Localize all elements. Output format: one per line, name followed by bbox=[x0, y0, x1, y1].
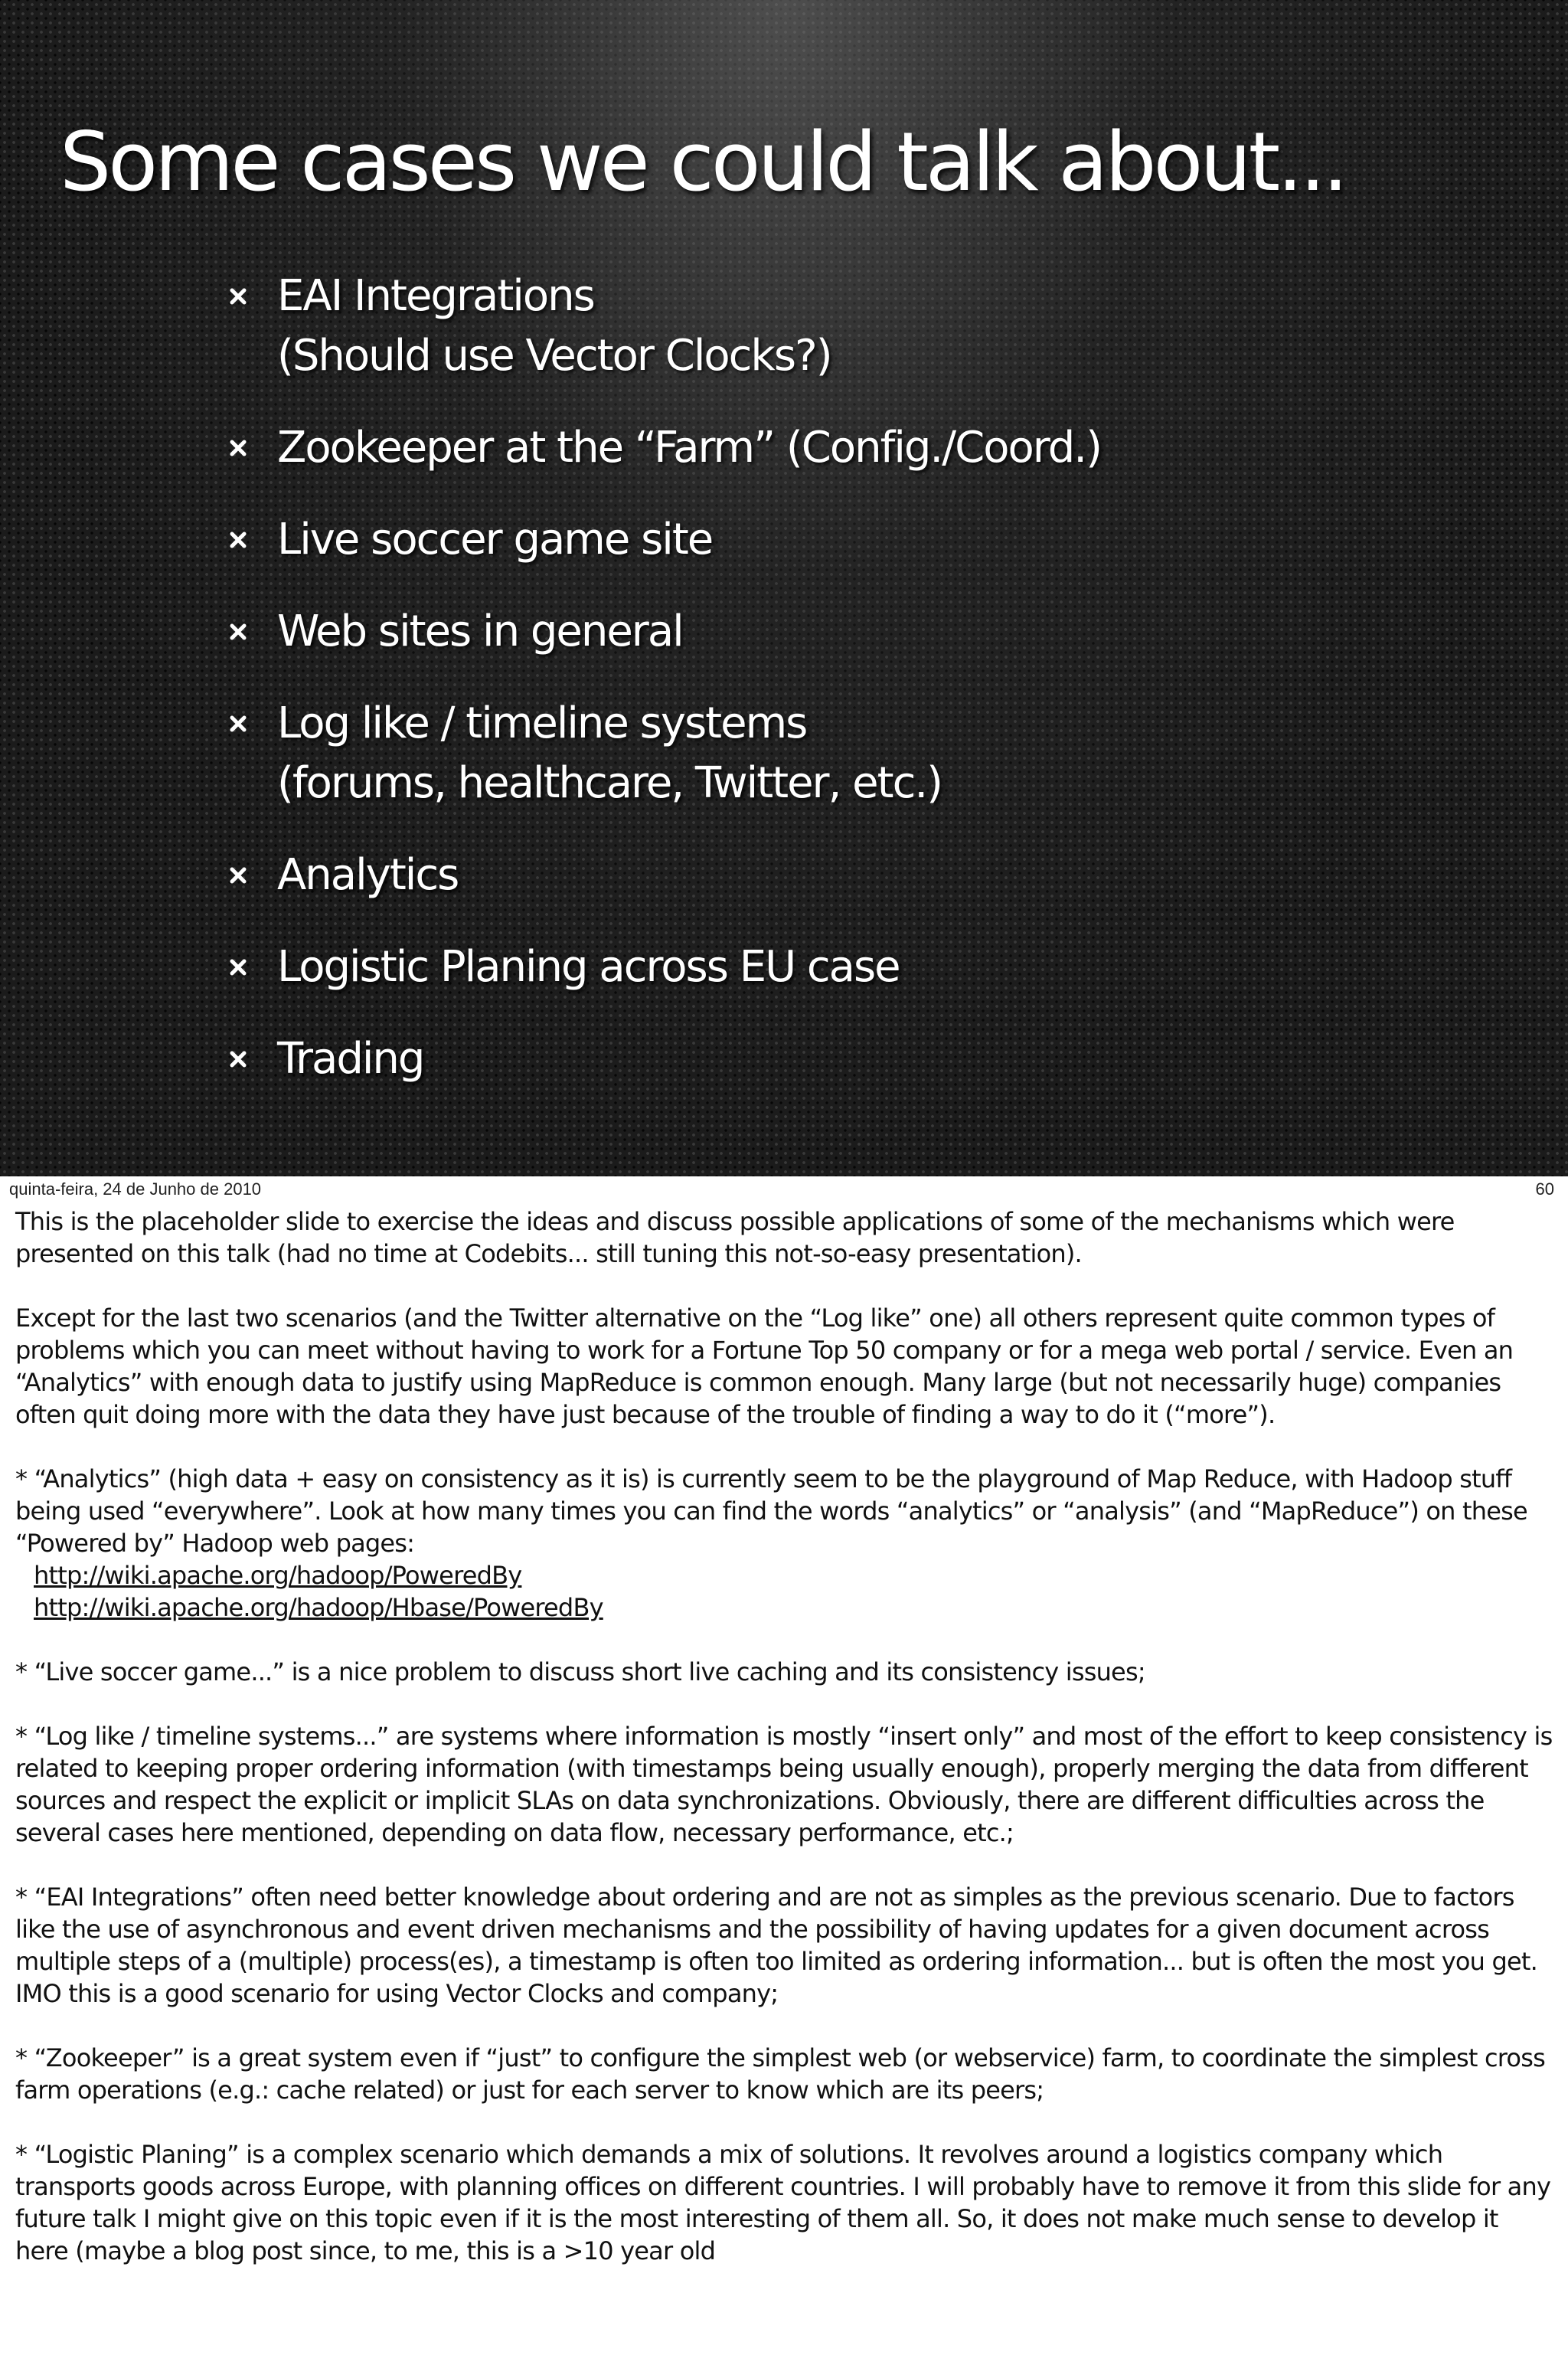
bullet-line: Web sites in general bbox=[277, 607, 683, 656]
link-line bbox=[15, 1559, 1554, 1591]
bullet-item bbox=[230, 510, 1531, 570]
bullet-line: Live soccer game site bbox=[277, 515, 713, 564]
slide bbox=[0, 0, 1568, 1176]
x-bullet-icon bbox=[230, 867, 247, 884]
notes-paragraph: * “Live soccer game...” is a nice problem to discuss short live caching and its consistency issues; bbox=[15, 1657, 1145, 1686]
notes-paragraph: * “Log like / timeline systems...” are systems where information is mostly “insert only” and most of the effort to keep consistency is related to keeping proper ordering information (with timestamps being usually enough), properly merging the data from different sources and respect the explicit or implicit SLAs on data synchronizations. Obviously, there are different difficulties across the several cases here mentioned, depending on data flow, necessary performance, etc.; bbox=[15, 1722, 1553, 1847]
bullet-item bbox=[230, 602, 1531, 662]
x-bullet-icon bbox=[230, 623, 247, 640]
notes-paragraph: * “Zookeeper” is a great system even if “just” to configure the simplest web (or webservice) farm, to coordinate the simplest cross farm operations (e.g.: cache related) or just for each server to know which are its peers; bbox=[15, 2043, 1545, 2105]
x-bullet-icon bbox=[230, 532, 247, 548]
bullet-line: EAI Integrations bbox=[277, 271, 594, 321]
bullet-line: (forums, healthcare, Twitter, etc.) bbox=[277, 758, 942, 808]
bullet-item bbox=[230, 937, 1531, 997]
bullet-line: Log like / timeline systems bbox=[277, 698, 807, 748]
hadoop-poweredby-link[interactable]: http://wiki.apache.org/hadoop/PoweredBy bbox=[34, 1561, 522, 1590]
bullet-item bbox=[230, 694, 1531, 813]
page-number: 60 bbox=[1535, 1179, 1554, 1199]
x-bullet-icon bbox=[230, 440, 247, 456]
hbase-poweredby-link[interactable]: http://wiki.apache.org/hadoop/Hbase/PoweredBy bbox=[34, 1593, 603, 1622]
bullet-item bbox=[230, 418, 1531, 478]
bullet-item bbox=[230, 1029, 1531, 1089]
notes-paragraph-text: * “Analytics” (high data + easy on consistency as it is) is currently seem to be the playground of Map Reduce, with Hadoop stuff being used “everywhere”. Look at how many times you can find the words “analytics” or “analysis” (and “MapReduce”) on these “Powered by” Hadoop web pages: bbox=[15, 1464, 1527, 1558]
x-bullet-icon bbox=[230, 288, 247, 305]
bullet-line: Zookeeper at the “Farm” (Config./Coord.) bbox=[277, 423, 1101, 473]
slide-title: Some cases we could talk about... bbox=[60, 115, 1346, 209]
notes-paragraph: Except for the last two scenarios (and the Twitter alternative on the “Log like” one) all others represent quite common types of problems which you can meet without having to work for a Fortune Top 50 company or for a mega web portal / service. Even an “Analytics” with enough data to justify using MapReduce is common enough. Many large (but not necessarily huge) companies often quit doing more with the data they have just because of the trouble of finding a way to do it (“more”). bbox=[15, 1304, 1514, 1429]
bullet-line: Analytics bbox=[277, 850, 459, 900]
footer-date: quinta-feira, 24 de Junho de 2010 bbox=[9, 1179, 262, 1199]
x-bullet-icon bbox=[230, 715, 247, 732]
notes-paragraph-analytics bbox=[15, 1463, 1554, 1624]
bullet-line: Logistic Planing across EU case bbox=[277, 942, 900, 992]
notes-paragraph: * “EAI Integrations” often need better knowledge about ordering and are not as simples as the previous scenario. Due to factors like the use of asynchronous and event driven mechanisms and the possibility of having updates for a given document across multiple steps of a (multiple) process(es), a timestamp is often too limited as ordering information... but is often the most you get. IMO this is a good scenario for using Vector Clocks and company; bbox=[15, 1883, 1538, 2008]
notes-paragraph: This is the placeholder slide to exercise the ideas and discuss possible applications of some of the mechanisms which were presented on this talk (had no time at Codebits... still tuning this not-so-easy presentation). bbox=[15, 1207, 1455, 1268]
bullet-list bbox=[230, 267, 1531, 1121]
bullet-item bbox=[230, 267, 1531, 386]
bullet-item bbox=[230, 846, 1531, 905]
link-line bbox=[15, 1591, 1554, 1624]
bullet-line: Trading bbox=[277, 1034, 424, 1084]
x-bullet-icon bbox=[230, 959, 247, 976]
bullet-line: (Should use Vector Clocks?) bbox=[277, 331, 831, 381]
notes-paragraph: * “Logistic Planing” is a complex scenario which demands a mix of solutions. It revolves around a logistics company which transports goods across Europe, with planning offices on different countries. I will probably have to remove it from this slide for any future talk I might give on this topic even if it is the most interesting of them all. So, it does not make much sense to develop it here (maybe a blog post since, to me, this is a >10 year old bbox=[15, 2140, 1551, 2265]
speaker-notes bbox=[15, 1205, 1554, 2299]
x-bullet-icon bbox=[230, 1051, 247, 1068]
